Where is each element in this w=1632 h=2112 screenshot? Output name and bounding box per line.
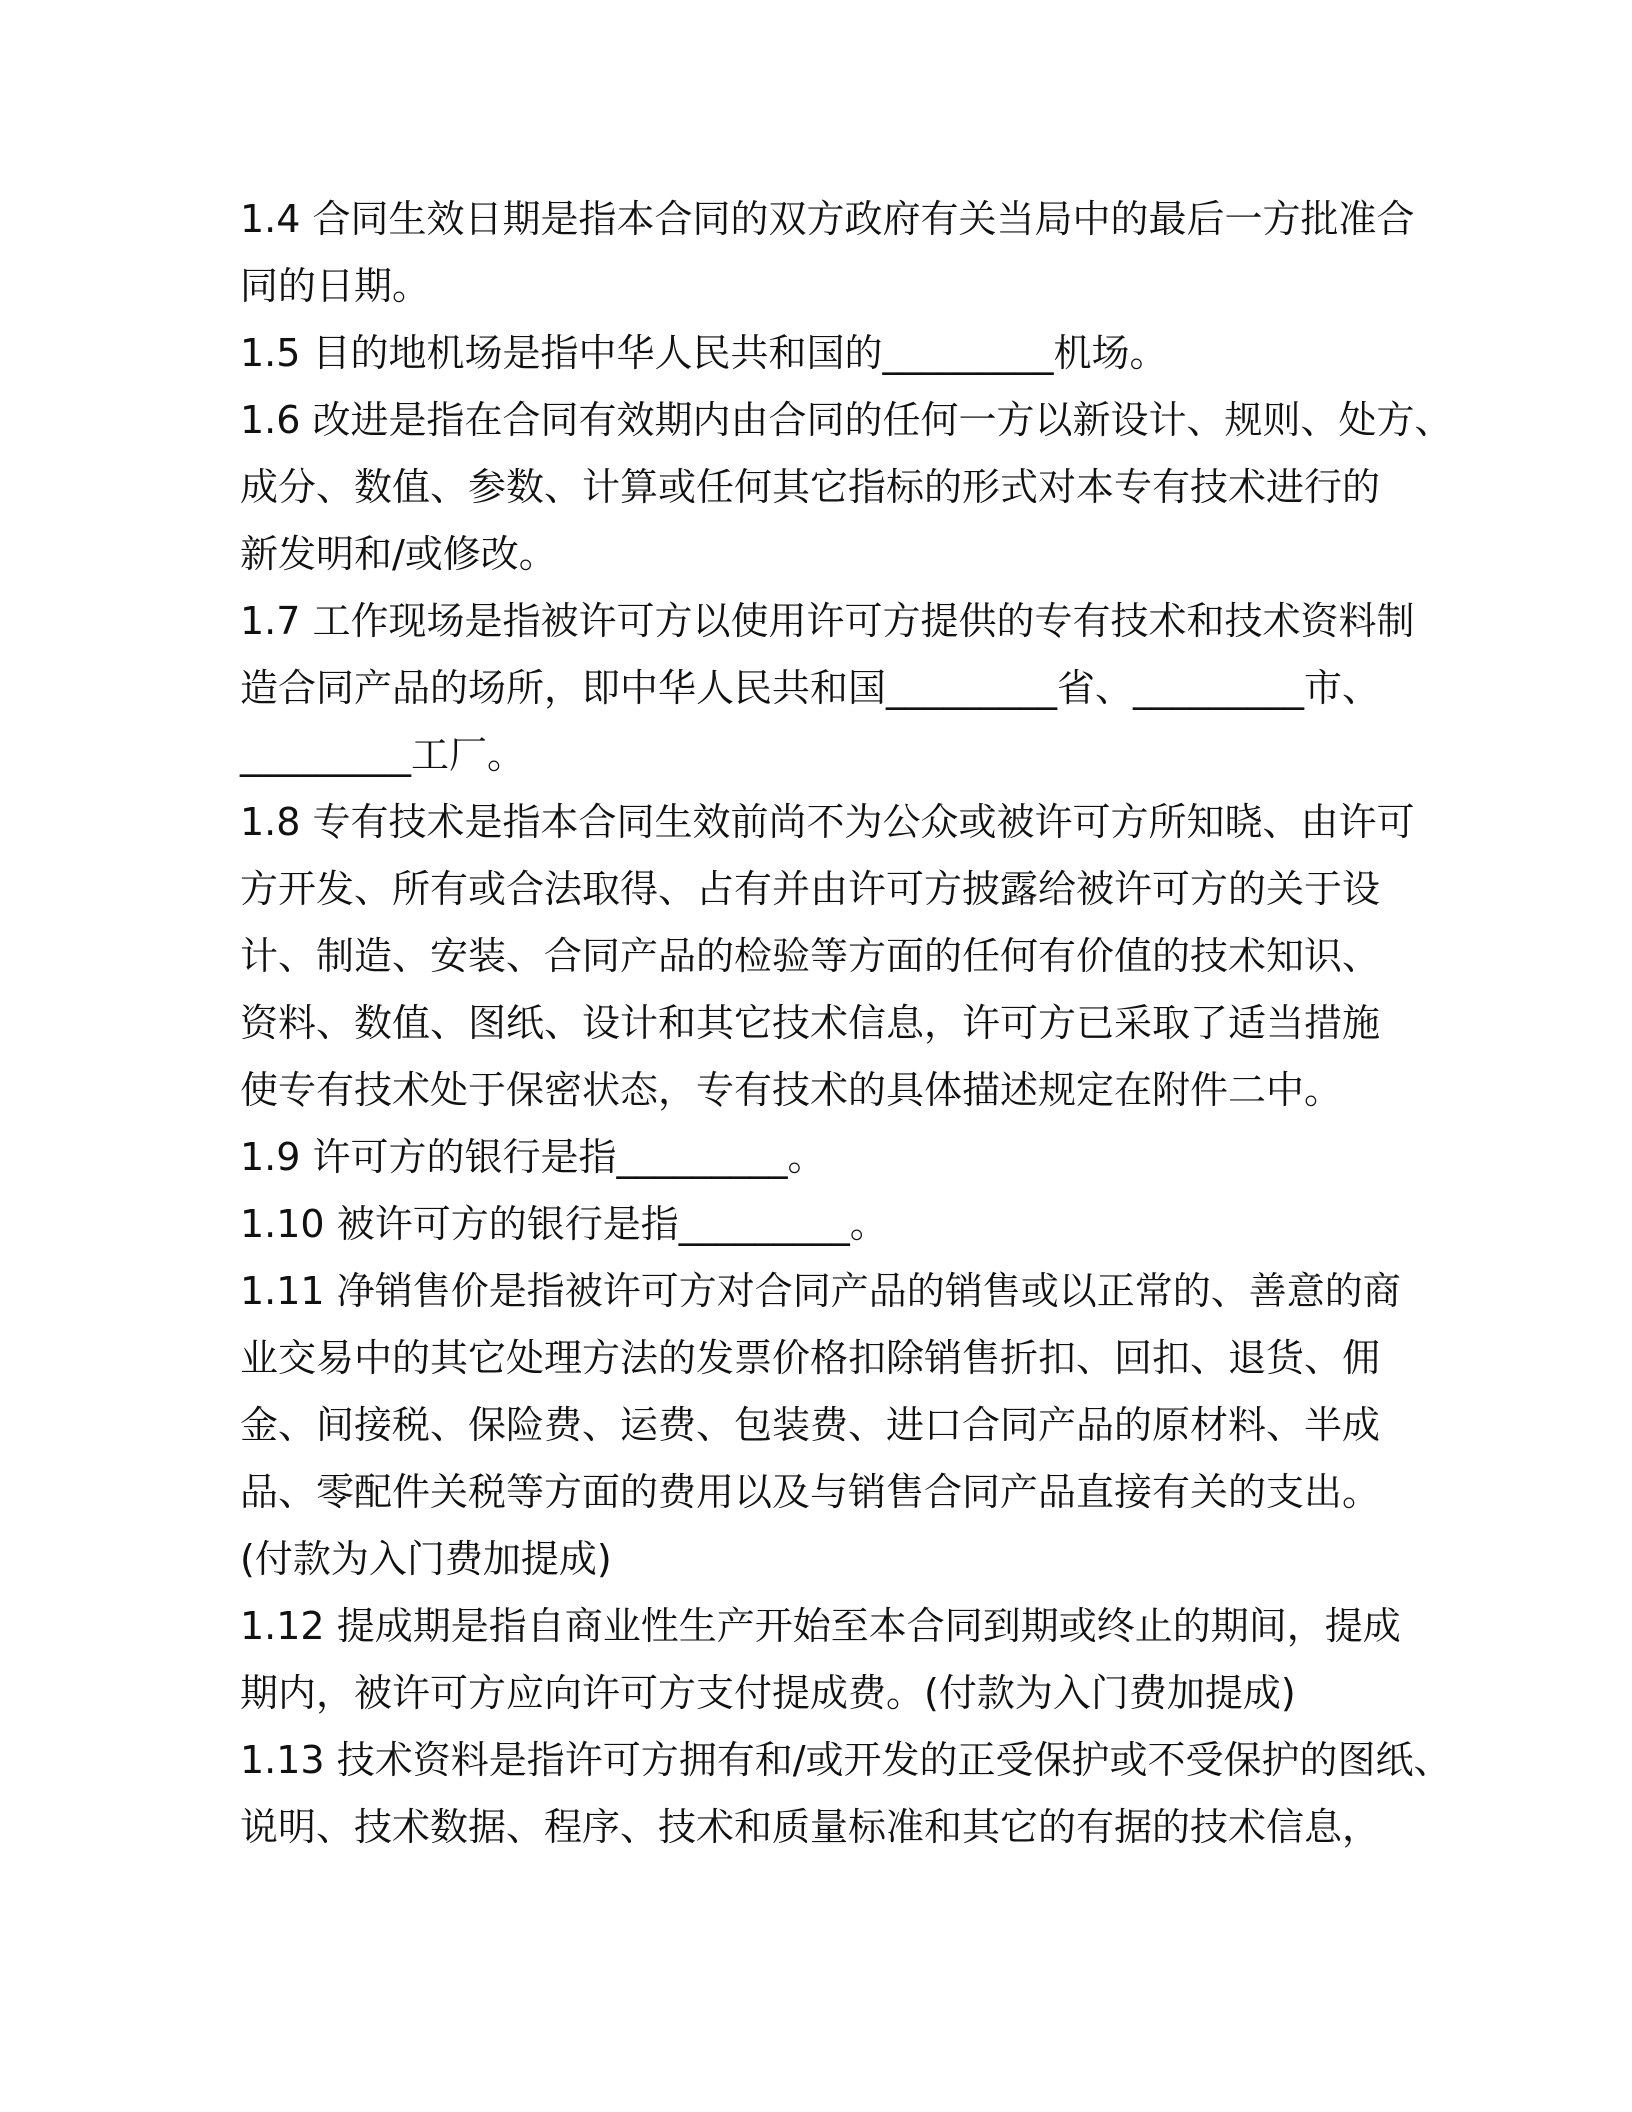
text-line: _________工厂。 [240,733,526,777]
text-line: 期内，被许可方应向许可方支付提成费。(付款为入门费加提成) [240,1671,1296,1715]
contract-definitions-text [240,186,1453,1861]
text-line: 1.7 工作现场是指被许可方以使用许可方提供的专有技术和技术资料制 [240,599,1415,643]
text-line: 1.11 净销售价是指被许可方对合同产品的销售或以正常的、善意的商 [240,1269,1401,1313]
text-line: 方开发、所有或合法取得、占有并由许可方披露给被许可方的关于设 [240,867,1381,911]
text-line: 业交易中的其它处理方法的发票价格扣除销售折扣、回扣、退货、佣 [240,1336,1381,1380]
text-line: 1.8 专有技术是指本合同生效前尚不为公众或被许可方所知晓、由许可 [240,800,1415,844]
text-line: 1.4 合同生效日期是指本合同的双方政府有关当局中的最后一方批准合 [240,197,1415,241]
text-line: 计、制造、安装、合同产品的检验等方面的任何有价值的技术知识、 [240,934,1381,978]
text-line: 造合同产品的场所，即中华人民共和国_________省、_________市、 [240,666,1381,710]
text-line: 同的日期。 [240,264,431,308]
text-line: 金、间接税、保险费、运费、包装费、进口合同产品的原材料、半成 [240,1403,1381,1447]
text-line: 成分、数值、参数、计算或任何其它指标的形式对本专有技术进行的 [240,465,1381,509]
text-line: 1.5 目的地机场是指中华人民共和国的_________机场。 [240,331,1168,375]
text-line: 1.12 提成期是指自商业性生产开始至本合同到期或终止的期间，提成 [240,1604,1401,1648]
text-line: (付款为入门费加提成) [240,1537,612,1581]
text-line: 1.9 许可方的银行是指_________。 [240,1135,826,1179]
text-line: 说明、技术数据、程序、技术和质量标准和其它的有据的技术信息， [240,1805,1381,1849]
text-line: 1.10 被许可方的银行是指_________。 [240,1202,888,1246]
text-line: 新发明和/或修改。 [240,532,557,576]
text-line: 1.6 改进是指在合同有效期内由合同的任何一方以新设计、规则、处方、 [240,398,1453,442]
text-line: 1.13 技术资料是指许可方拥有和/或开发的正受保护或不受保护的图纸、 [240,1738,1452,1782]
text-line: 品、零配件关税等方面的费用以及与销售合同产品直接有关的支出。 [240,1470,1381,1514]
text-line: 资料、数值、图纸、设计和其它技术信息，许可方已采取了适当措施 [240,1001,1381,1045]
text-line: 使专有技术处于保密状态，专有技术的具体描述规定在附件二中。 [240,1068,1343,1112]
